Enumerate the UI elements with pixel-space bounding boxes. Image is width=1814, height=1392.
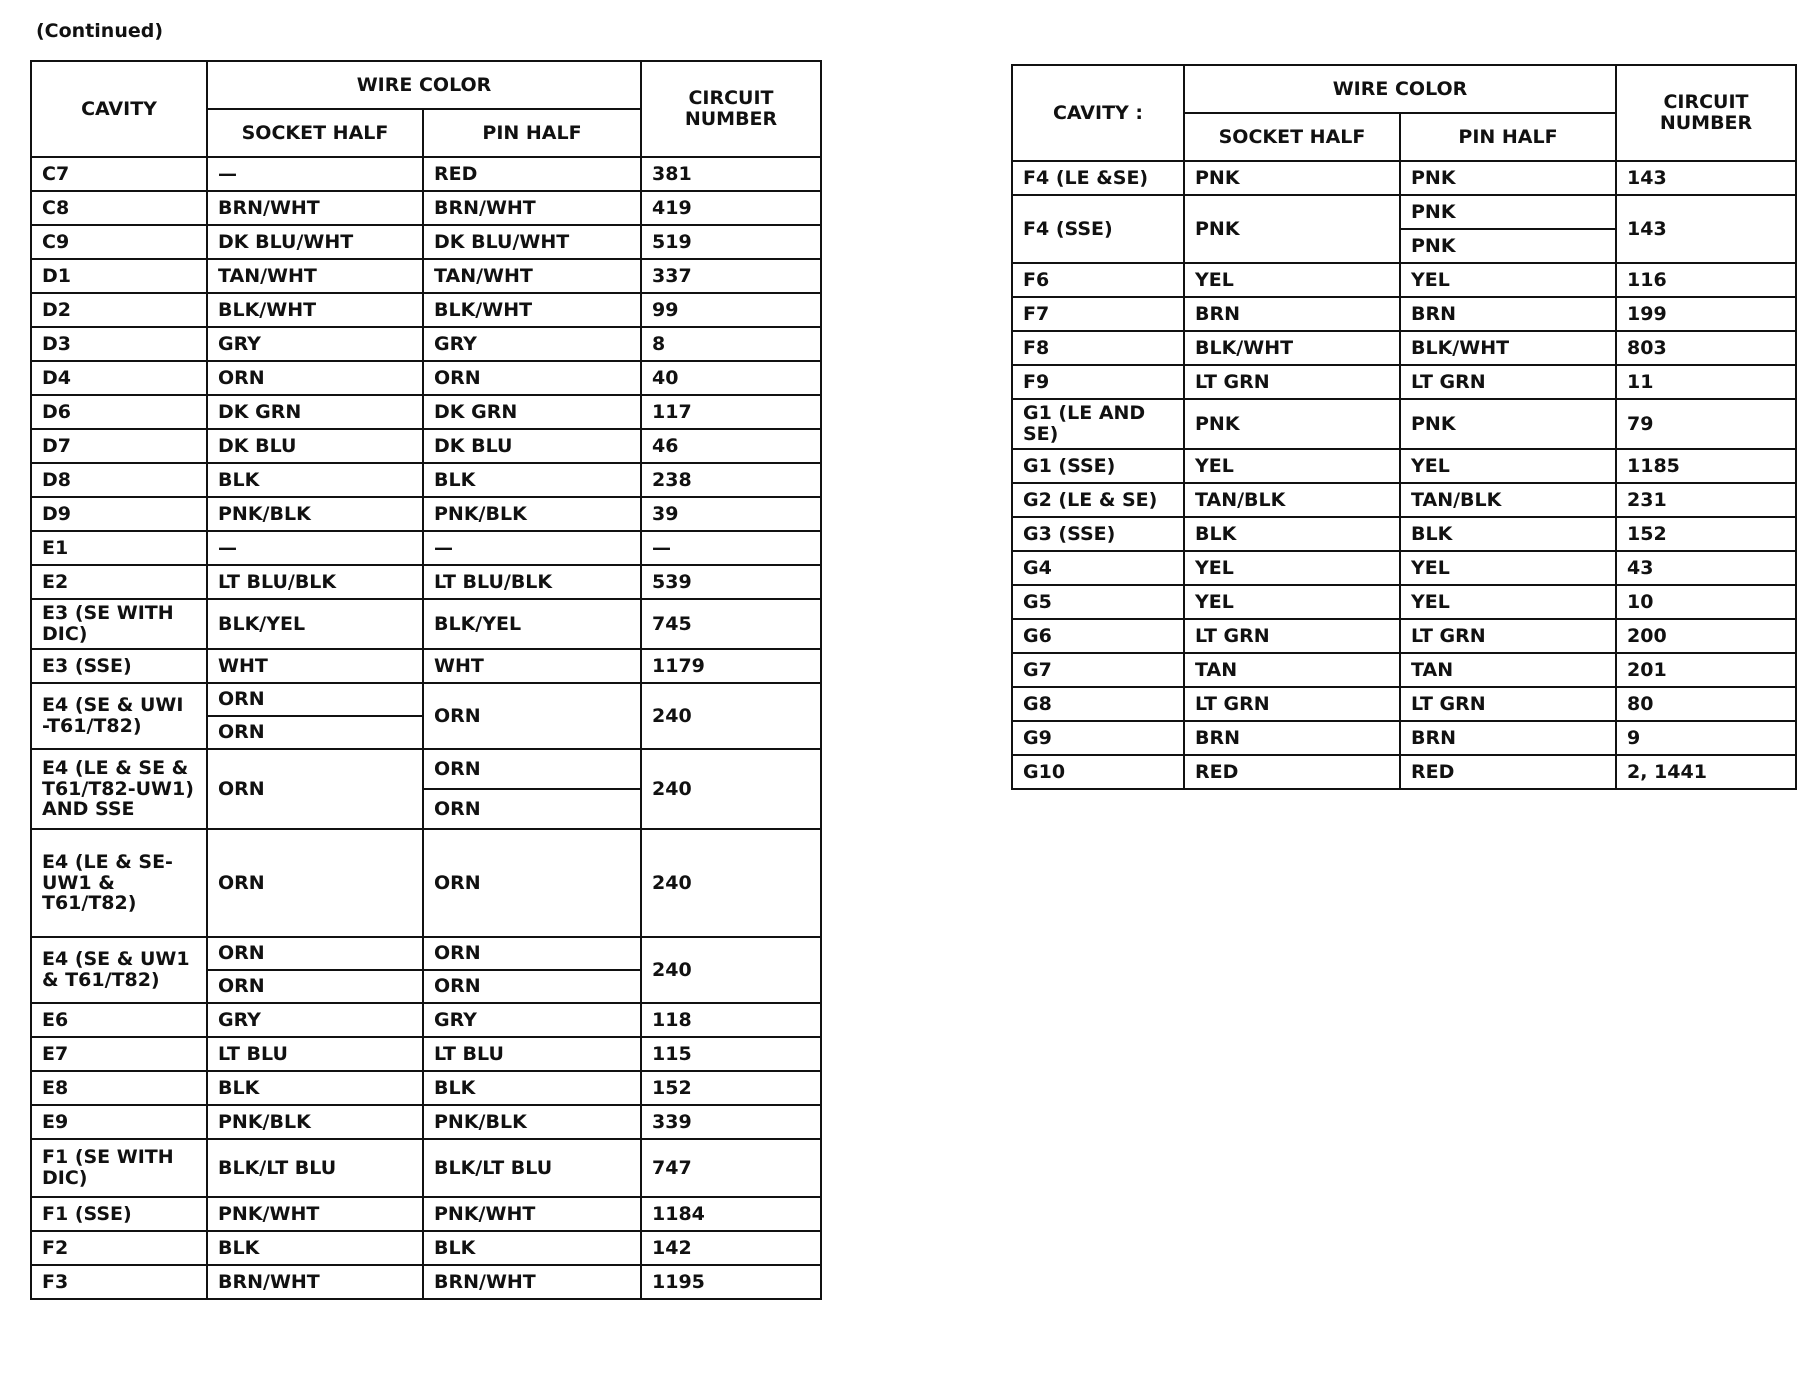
connector-table-left bbox=[30, 60, 822, 1300]
cavity-cell: C7 bbox=[31, 157, 207, 191]
cavity-cell: E3 (SE WITH DIC) bbox=[31, 599, 207, 649]
table-row bbox=[31, 327, 821, 361]
socket-half-header: SOCKET HALF bbox=[207, 109, 423, 157]
table-row bbox=[31, 293, 821, 327]
socket-half-header: SOCKET HALF bbox=[1184, 113, 1400, 161]
cavity-cell: E2 bbox=[31, 565, 207, 599]
socket-half-cell: — bbox=[207, 531, 423, 565]
cavity-cell: D2 bbox=[31, 293, 207, 327]
cavity-cell: G7 bbox=[1012, 653, 1184, 687]
pin-half-cell: GRY bbox=[423, 1003, 641, 1037]
circuit-number-cell: 339 bbox=[641, 1105, 821, 1139]
circuit-number-cell: 116 bbox=[1616, 263, 1796, 297]
circuit-number-cell: 200 bbox=[1616, 619, 1796, 653]
pin-half-cell: ORN bbox=[423, 789, 641, 829]
cavity-cell: G5 bbox=[1012, 585, 1184, 619]
table-row bbox=[1012, 399, 1796, 449]
socket-half-cell: TAN/BLK bbox=[1184, 483, 1400, 517]
cavity-cell: D9 bbox=[31, 497, 207, 531]
table-row bbox=[31, 361, 821, 395]
circuit-number-cell: 115 bbox=[641, 1037, 821, 1071]
socket-half-cell: YEL bbox=[1184, 263, 1400, 297]
circuit-number-cell: 80 bbox=[1616, 687, 1796, 721]
table-row bbox=[1012, 653, 1796, 687]
cavity-cell: E3 (SSE) bbox=[31, 649, 207, 683]
cavity-cell: E9 bbox=[31, 1105, 207, 1139]
socket-half-cell: PNK/BLK bbox=[207, 497, 423, 531]
connector-table-right bbox=[1011, 64, 1797, 790]
cavity-cell: D8 bbox=[31, 463, 207, 497]
circuit-number-cell: 419 bbox=[641, 191, 821, 225]
socket-half-cell: BRN bbox=[1184, 297, 1400, 331]
cavity-cell: D7 bbox=[31, 429, 207, 463]
cavity-cell: F4 (LE &SE) bbox=[1012, 161, 1184, 195]
circuit-number-cell: 152 bbox=[1616, 517, 1796, 551]
circuit-number-cell: 39 bbox=[641, 497, 821, 531]
cavity-cell: D6 bbox=[31, 395, 207, 429]
cavity-cell: F8 bbox=[1012, 331, 1184, 365]
pin-half-cell: ORN bbox=[423, 970, 641, 1003]
table-row bbox=[1012, 619, 1796, 653]
pin-half-cell: LT GRN bbox=[1400, 365, 1616, 399]
socket-half-cell: TAN/WHT bbox=[207, 259, 423, 293]
pin-half-header: PIN HALF bbox=[423, 109, 641, 157]
socket-half-cell: BRN bbox=[1184, 721, 1400, 755]
table-row bbox=[31, 225, 821, 259]
wire-color-header: WIRE COLOR bbox=[207, 61, 641, 109]
circuit-number-cell: 40 bbox=[641, 361, 821, 395]
table-row bbox=[31, 395, 821, 429]
cavity-cell: F7 bbox=[1012, 297, 1184, 331]
cavity-cell: C8 bbox=[31, 191, 207, 225]
pin-half-cell: LT BLU bbox=[423, 1037, 641, 1071]
socket-half-cell: LT BLU/BLK bbox=[207, 565, 423, 599]
socket-half-cell: PNK bbox=[1184, 195, 1400, 263]
socket-half-cell: BLK/WHT bbox=[1184, 331, 1400, 365]
pin-half-cell: BLK/WHT bbox=[423, 293, 641, 327]
pin-half-cell: BRN bbox=[1400, 297, 1616, 331]
circuit-number-cell: 539 bbox=[641, 565, 821, 599]
pin-half-cell: PNK bbox=[1400, 161, 1616, 195]
table-row bbox=[1012, 483, 1796, 517]
circuit-number-cell: 143 bbox=[1616, 161, 1796, 195]
circuit-number-cell: 11 bbox=[1616, 365, 1796, 399]
table-row bbox=[31, 429, 821, 463]
socket-half-cell: BRN/WHT bbox=[207, 1265, 423, 1299]
socket-half-cell: PNK/WHT bbox=[207, 1197, 423, 1231]
pin-half-cell: LT GRN bbox=[1400, 687, 1616, 721]
pin-half-cell: YEL bbox=[1400, 449, 1616, 483]
cavity-cell: F1 (SE WITH DIC) bbox=[31, 1139, 207, 1197]
circuit-number-cell: 46 bbox=[641, 429, 821, 463]
pin-half-cell: PNK bbox=[1400, 229, 1616, 263]
pin-half-cell: BLK/YEL bbox=[423, 599, 641, 649]
circuit-number-cell: 231 bbox=[1616, 483, 1796, 517]
socket-half-cell: ORN bbox=[207, 829, 423, 937]
socket-half-cell: YEL bbox=[1184, 449, 1400, 483]
pin-half-cell: RED bbox=[1400, 755, 1616, 789]
table-row bbox=[1012, 331, 1796, 365]
continued-label: (Continued) bbox=[36, 20, 164, 42]
socket-half-cell: BLK/WHT bbox=[207, 293, 423, 327]
circuit-number-cell: 240 bbox=[641, 829, 821, 937]
cavity-cell: G6 bbox=[1012, 619, 1184, 653]
circuit-number-cell: 240 bbox=[641, 749, 821, 829]
table-row bbox=[31, 649, 821, 683]
circuit-number-cell: 10 bbox=[1616, 585, 1796, 619]
pin-half-cell: TAN/BLK bbox=[1400, 483, 1616, 517]
circuit-number-header: CIRCUIT NUMBER bbox=[641, 61, 821, 157]
socket-half-cell: BLK/YEL bbox=[207, 599, 423, 649]
socket-half-cell: BRN/WHT bbox=[207, 191, 423, 225]
table-row bbox=[31, 565, 821, 599]
pin-half-cell: RED bbox=[423, 157, 641, 191]
circuit-number-cell: 9 bbox=[1616, 721, 1796, 755]
pin-half-cell: PNK bbox=[1400, 195, 1616, 229]
pin-half-cell: YEL bbox=[1400, 551, 1616, 585]
table-row bbox=[31, 1139, 821, 1197]
socket-half-cell: PNK/BLK bbox=[207, 1105, 423, 1139]
cavity-cell: E6 bbox=[31, 1003, 207, 1037]
cavity-cell: E4 (SE & UWI -T61/T82) bbox=[31, 683, 207, 749]
socket-half-cell: GRY bbox=[207, 327, 423, 361]
table-row bbox=[31, 1265, 821, 1299]
pin-half-cell: PNK/BLK bbox=[423, 497, 641, 531]
cavity-cell: F6 bbox=[1012, 263, 1184, 297]
circuit-number-cell: 519 bbox=[641, 225, 821, 259]
socket-half-cell: LT BLU bbox=[207, 1037, 423, 1071]
pin-half-cell: DK BLU bbox=[423, 429, 641, 463]
pin-half-header: PIN HALF bbox=[1400, 113, 1616, 161]
pin-half-cell: PNK bbox=[1400, 399, 1616, 449]
socket-half-cell: ORN bbox=[207, 361, 423, 395]
table-row bbox=[1012, 161, 1796, 195]
pin-half-cell: BLK bbox=[1400, 517, 1616, 551]
pin-half-cell: TAN bbox=[1400, 653, 1616, 687]
pin-half-cell: LT BLU/BLK bbox=[423, 565, 641, 599]
pin-half-cell: YEL bbox=[1400, 585, 1616, 619]
socket-half-cell: LT GRN bbox=[1184, 687, 1400, 721]
left-table-body bbox=[31, 157, 821, 1299]
circuit-number-cell: 745 bbox=[641, 599, 821, 649]
table-row bbox=[31, 531, 821, 565]
table-row bbox=[31, 191, 821, 225]
cavity-header: CAVITY : bbox=[1012, 65, 1184, 161]
table-row bbox=[31, 599, 821, 649]
cavity-cell: G9 bbox=[1012, 721, 1184, 755]
socket-half-cell: LT GRN bbox=[1184, 365, 1400, 399]
table-row bbox=[31, 1003, 821, 1037]
wire-color-header: WIRE COLOR bbox=[1184, 65, 1616, 113]
circuit-number-cell: 199 bbox=[1616, 297, 1796, 331]
circuit-number-header: CIRCUIT NUMBER bbox=[1616, 65, 1796, 161]
circuit-number-cell: 142 bbox=[641, 1231, 821, 1265]
socket-half-cell: DK GRN bbox=[207, 395, 423, 429]
socket-half-cell: RED bbox=[1184, 755, 1400, 789]
socket-half-cell: — bbox=[207, 157, 423, 191]
cavity-cell: D3 bbox=[31, 327, 207, 361]
pin-half-cell: BLK/WHT bbox=[1400, 331, 1616, 365]
table-row bbox=[1012, 297, 1796, 331]
cavity-cell: E4 (LE & SE- UW1 & T61/T82) bbox=[31, 829, 207, 937]
socket-half-cell: BLK bbox=[207, 463, 423, 497]
socket-half-cell: WHT bbox=[207, 649, 423, 683]
cavity-cell: E4 (SE & UW1 & T61/T82) bbox=[31, 937, 207, 1003]
pin-half-cell: ORN bbox=[423, 361, 641, 395]
socket-half-cell: LT GRN bbox=[1184, 619, 1400, 653]
table-row bbox=[31, 463, 821, 497]
cavity-cell: E4 (LE & SE & T61/T82-UW1) AND SSE bbox=[31, 749, 207, 829]
cavity-cell: F2 bbox=[31, 1231, 207, 1265]
cavity-cell: G3 (SSE) bbox=[1012, 517, 1184, 551]
pin-half-cell: PNK/WHT bbox=[423, 1197, 641, 1231]
pin-half-cell: PNK/BLK bbox=[423, 1105, 641, 1139]
cavity-cell: C9 bbox=[31, 225, 207, 259]
table-row bbox=[31, 683, 821, 716]
socket-half-cell: ORN bbox=[207, 937, 423, 970]
circuit-number-cell: — bbox=[641, 531, 821, 565]
table-row bbox=[1012, 687, 1796, 721]
socket-half-cell: PNK bbox=[1184, 399, 1400, 449]
cavity-cell: F3 bbox=[31, 1265, 207, 1299]
pin-half-cell: ORN bbox=[423, 829, 641, 937]
socket-half-cell: ORN bbox=[207, 716, 423, 749]
table-row bbox=[31, 497, 821, 531]
pin-half-cell: GRY bbox=[423, 327, 641, 361]
cavity-cell: E1 bbox=[31, 531, 207, 565]
pin-half-cell: BLK bbox=[423, 463, 641, 497]
cavity-cell: F1 (SSE) bbox=[31, 1197, 207, 1231]
circuit-number-cell: 1184 bbox=[641, 1197, 821, 1231]
circuit-number-cell: 201 bbox=[1616, 653, 1796, 687]
socket-half-cell: BLK bbox=[1184, 517, 1400, 551]
table-row bbox=[31, 1071, 821, 1105]
socket-half-cell: GRY bbox=[207, 1003, 423, 1037]
circuit-number-cell: 1185 bbox=[1616, 449, 1796, 483]
socket-half-cell: YEL bbox=[1184, 585, 1400, 619]
circuit-number-cell: 8 bbox=[641, 327, 821, 361]
socket-half-cell: TAN bbox=[1184, 653, 1400, 687]
circuit-number-cell: 240 bbox=[641, 937, 821, 1003]
pin-half-cell: BLK bbox=[423, 1071, 641, 1105]
circuit-number-cell: 143 bbox=[1616, 195, 1796, 263]
table-row bbox=[1012, 365, 1796, 399]
pin-half-cell: BRN/WHT bbox=[423, 1265, 641, 1299]
table-row bbox=[1012, 517, 1796, 551]
circuit-number-cell: 118 bbox=[641, 1003, 821, 1037]
table-row bbox=[1012, 263, 1796, 297]
cavity-cell: E8 bbox=[31, 1071, 207, 1105]
pin-half-cell: ORN bbox=[423, 683, 641, 749]
socket-half-cell: DK BLU bbox=[207, 429, 423, 463]
pin-half-cell: WHT bbox=[423, 649, 641, 683]
cavity-cell: G1 (LE AND SE) bbox=[1012, 399, 1184, 449]
circuit-number-cell: 117 bbox=[641, 395, 821, 429]
socket-half-cell: DK BLU/WHT bbox=[207, 225, 423, 259]
cavity-cell: G10 bbox=[1012, 755, 1184, 789]
circuit-number-cell: 381 bbox=[641, 157, 821, 191]
circuit-number-cell: 803 bbox=[1616, 331, 1796, 365]
table-row bbox=[31, 749, 821, 789]
pin-half-cell: DK GRN bbox=[423, 395, 641, 429]
table-row bbox=[1012, 585, 1796, 619]
socket-half-cell: BLK/LT BLU bbox=[207, 1139, 423, 1197]
circuit-number-cell: 79 bbox=[1616, 399, 1796, 449]
cavity-cell: D1 bbox=[31, 259, 207, 293]
table-row bbox=[1012, 755, 1796, 789]
pin-half-cell: ORN bbox=[423, 749, 641, 789]
table-row bbox=[31, 259, 821, 293]
table-row bbox=[31, 937, 821, 970]
socket-half-cell: ORN bbox=[207, 683, 423, 716]
table-row bbox=[1012, 721, 1796, 755]
pin-half-cell: ORN bbox=[423, 937, 641, 970]
pin-half-cell: BLK/LT BLU bbox=[423, 1139, 641, 1197]
circuit-number-cell: 337 bbox=[641, 259, 821, 293]
cavity-cell: G2 (LE & SE) bbox=[1012, 483, 1184, 517]
table-row bbox=[31, 1037, 821, 1071]
table-row bbox=[31, 829, 821, 937]
table-row bbox=[1012, 449, 1796, 483]
socket-half-cell: BLK bbox=[207, 1071, 423, 1105]
pin-half-cell: BLK bbox=[423, 1231, 641, 1265]
circuit-number-cell: 240 bbox=[641, 683, 821, 749]
table-row bbox=[31, 1197, 821, 1231]
socket-half-cell: PNK bbox=[1184, 161, 1400, 195]
pin-half-cell: TAN/WHT bbox=[423, 259, 641, 293]
pin-half-cell: DK BLU/WHT bbox=[423, 225, 641, 259]
circuit-number-cell: 99 bbox=[641, 293, 821, 327]
cavity-cell: F4 (SSE) bbox=[1012, 195, 1184, 263]
circuit-number-cell: 152 bbox=[641, 1071, 821, 1105]
circuit-number-cell: 747 bbox=[641, 1139, 821, 1197]
cavity-cell: F9 bbox=[1012, 365, 1184, 399]
cavity-cell: G8 bbox=[1012, 687, 1184, 721]
pin-half-cell: BRN/WHT bbox=[423, 191, 641, 225]
table-row bbox=[31, 1231, 821, 1265]
pin-half-cell: LT GRN bbox=[1400, 619, 1616, 653]
circuit-number-cell: 238 bbox=[641, 463, 821, 497]
pin-half-cell: — bbox=[423, 531, 641, 565]
table-row bbox=[1012, 551, 1796, 585]
cavity-cell: G1 (SSE) bbox=[1012, 449, 1184, 483]
circuit-number-cell: 43 bbox=[1616, 551, 1796, 585]
right-table-body bbox=[1012, 161, 1796, 789]
socket-half-cell: BLK bbox=[207, 1231, 423, 1265]
table-row bbox=[1012, 195, 1796, 229]
socket-half-cell: ORN bbox=[207, 970, 423, 1003]
circuit-number-cell: 1195 bbox=[641, 1265, 821, 1299]
socket-half-cell: YEL bbox=[1184, 551, 1400, 585]
socket-half-cell: ORN bbox=[207, 749, 423, 829]
cavity-header: CAVITY bbox=[31, 61, 207, 157]
circuit-number-cell: 1179 bbox=[641, 649, 821, 683]
circuit-number-cell: 2, 1441 bbox=[1616, 755, 1796, 789]
pin-half-cell: YEL bbox=[1400, 263, 1616, 297]
cavity-cell: E7 bbox=[31, 1037, 207, 1071]
cavity-cell: D4 bbox=[31, 361, 207, 395]
pin-half-cell: BRN bbox=[1400, 721, 1616, 755]
table-row bbox=[31, 1105, 821, 1139]
cavity-cell: G4 bbox=[1012, 551, 1184, 585]
table-row bbox=[31, 157, 821, 191]
